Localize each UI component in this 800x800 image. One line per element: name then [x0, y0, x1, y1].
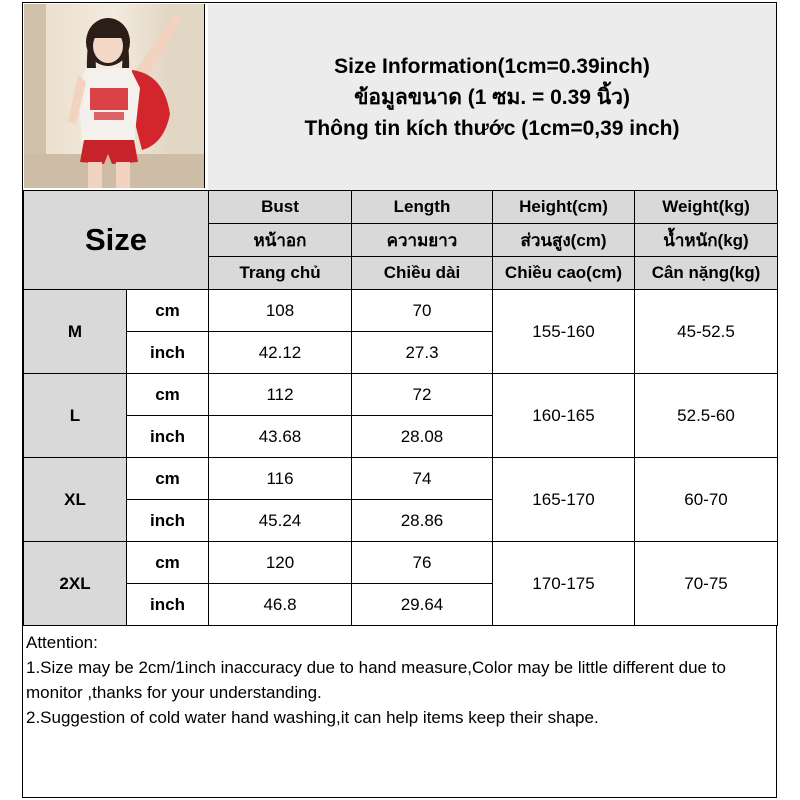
height-range: 165-170 [493, 458, 635, 542]
height-range: 155-160 [493, 290, 635, 374]
col-weight-vi: Cân nặng(kg) [635, 257, 778, 290]
bust-inch: 42.12 [209, 332, 352, 374]
bust-cm: 120 [209, 542, 352, 584]
col-bust-en: Bust [209, 191, 352, 224]
col-height-vi: Chiều cao(cm) [493, 257, 635, 290]
size-header: Size [24, 191, 209, 290]
weight-range: 60-70 [635, 458, 778, 542]
length-cm: 76 [352, 542, 493, 584]
col-weight-en: Weight(kg) [635, 191, 778, 224]
bust-cm: 112 [209, 374, 352, 416]
bust-cm: 116 [209, 458, 352, 500]
size-label: M [24, 290, 127, 374]
bust-cm: 108 [209, 290, 352, 332]
length-inch: 28.86 [352, 500, 493, 542]
size-table [23, 190, 778, 626]
title-box [208, 4, 776, 190]
length-inch: 27.3 [352, 332, 493, 374]
weight-range: 52.5-60 [635, 374, 778, 458]
size-label: 2XL [24, 542, 127, 626]
col-weight-th: น้ำหนัก(kg) [635, 224, 778, 257]
table-row [24, 374, 778, 416]
height-range: 160-165 [493, 374, 635, 458]
col-bust-vi: Trang chủ [209, 257, 352, 290]
title-vietnamese: Thông tin kích thước (1cm=0,39 inch) [304, 116, 680, 140]
table-row [24, 458, 778, 500]
height-range: 170-175 [493, 542, 635, 626]
unit-cm: cm [127, 374, 209, 416]
unit-inch: inch [127, 584, 209, 626]
bust-inch: 45.24 [209, 500, 352, 542]
title-thai: ข้อมูลขนาด (1 ซม. = 0.39 นิ้ว) [354, 85, 630, 109]
bust-inch: 46.8 [209, 584, 352, 626]
unit-cm: cm [127, 290, 209, 332]
model-illustration [24, 4, 204, 188]
length-inch: 29.64 [352, 584, 493, 626]
unit-cm: cm [127, 458, 209, 500]
length-cm: 74 [352, 458, 493, 500]
col-bust-th: หน้าอก [209, 224, 352, 257]
bust-inch: 43.68 [209, 416, 352, 458]
length-cm: 72 [352, 374, 493, 416]
title-english: Size Information(1cm=0.39inch) [334, 54, 650, 78]
length-inch: 28.08 [352, 416, 493, 458]
attention-notes [26, 630, 766, 730]
table-row [24, 290, 778, 332]
size-label: L [24, 374, 127, 458]
weight-range: 70-75 [635, 542, 778, 626]
unit-cm: cm [127, 542, 209, 584]
product-photo [24, 4, 205, 188]
attention-note-1: 1.Size may be 2cm/1inch inaccuracy due to hand measure,Color may be little different due to monitor ,thanks for your understanding. [26, 658, 726, 702]
table-row [24, 542, 778, 584]
col-height-en: Height(cm) [493, 191, 635, 224]
attention-heading: Attention: [26, 633, 98, 652]
unit-inch: inch [127, 416, 209, 458]
col-length-vi: Chiều dài [352, 257, 493, 290]
unit-inch: inch [127, 332, 209, 374]
length-cm: 70 [352, 290, 493, 332]
col-height-th: ส่วนสูง(cm) [493, 224, 635, 257]
col-length-en: Length [352, 191, 493, 224]
weight-range: 45-52.5 [635, 290, 778, 374]
size-label: XL [24, 458, 127, 542]
unit-inch: inch [127, 500, 209, 542]
col-length-th: ความยาว [352, 224, 493, 257]
attention-note-2: 2.Suggestion of cold water hand washing,it can help items keep their shape. [26, 708, 599, 727]
